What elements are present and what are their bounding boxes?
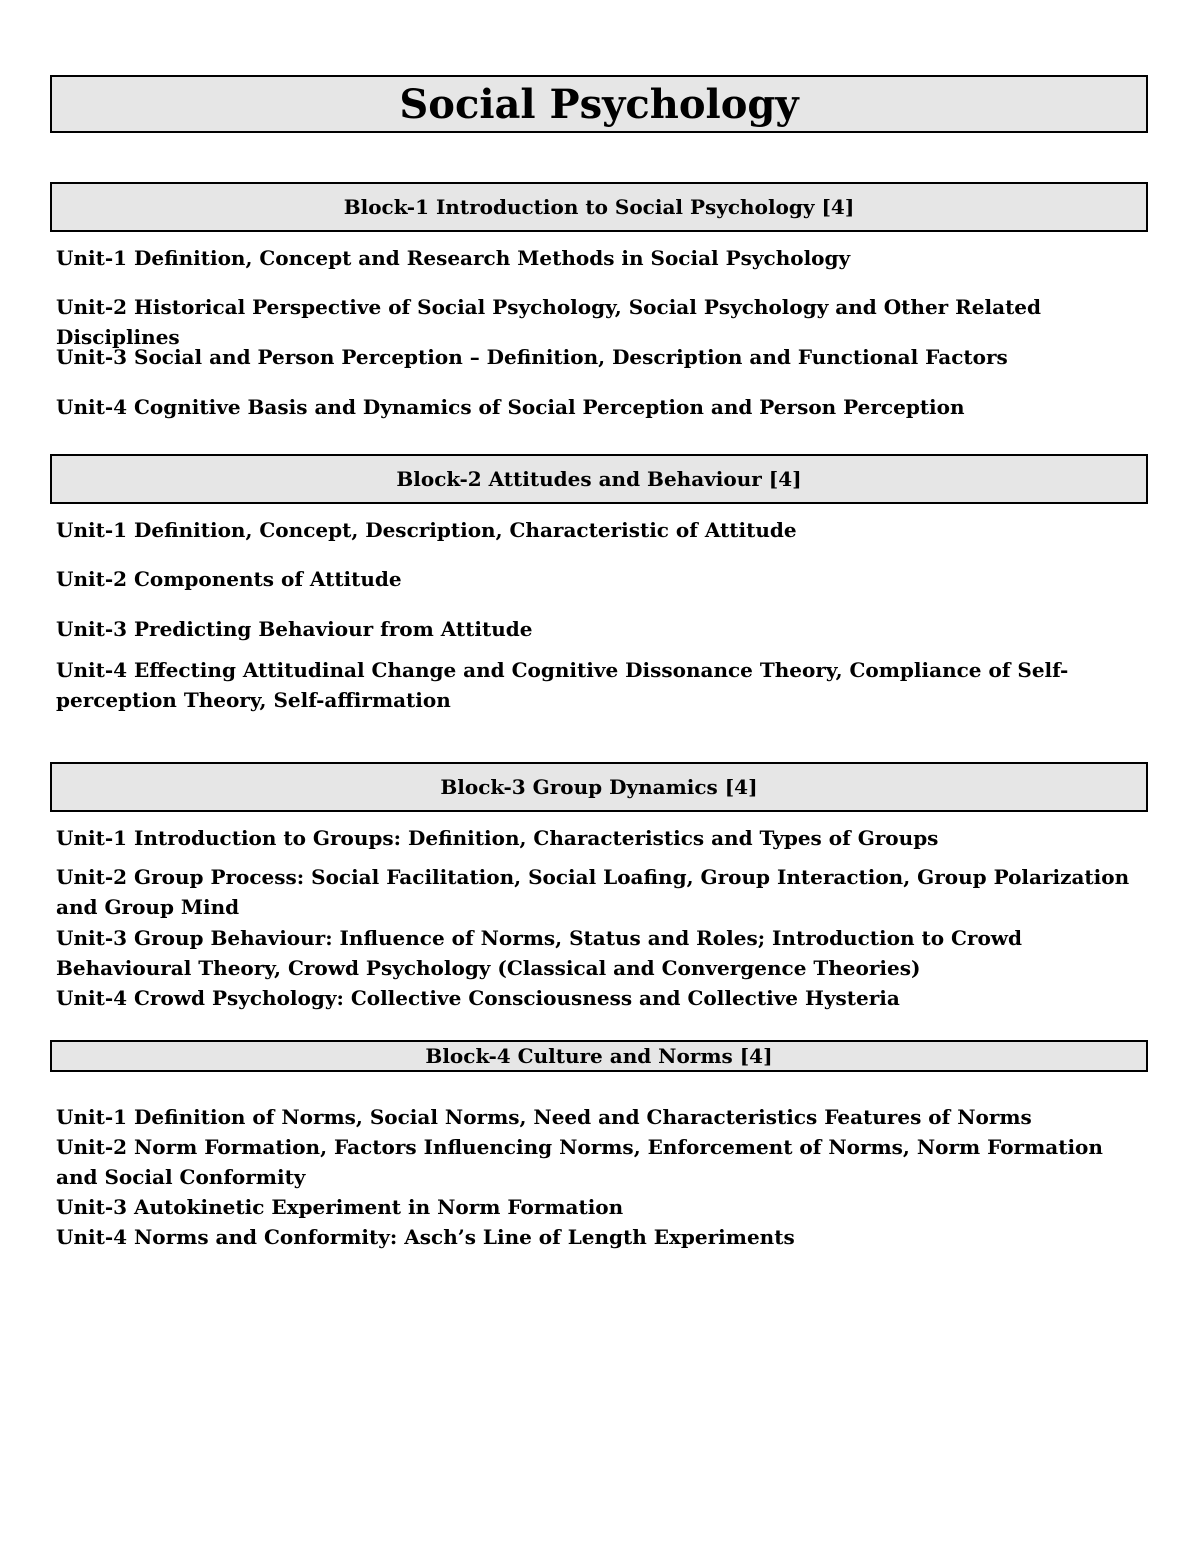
block-1-unit-2: Unit-2 Historical Perspective of Social Psychology, Social Psychology and Other Related Disciplines bbox=[56, 295, 1042, 349]
block-2-unit-3: Unit-3 Predicting Behaviour from Attitude bbox=[56, 617, 533, 641]
block-3-unit-1: Unit-1 Introduction to Groups: Definition, Characteristics and Types of Groups bbox=[56, 826, 939, 850]
block-3-unit-4: Unit-4 Crowd Psychology: Collective Consciousness and Collective Hysteria bbox=[56, 986, 900, 1010]
block-4-unit-2: Unit-2 Norm Formation, Factors Influencing Norms, Enforcement of Norms, Norm Formation and Social Conformity bbox=[56, 1135, 1103, 1189]
block-4-unit-4: Unit-4 Norms and Conformity: Asch’s Line of Length Experiments bbox=[56, 1225, 795, 1249]
block-2-unit-1: Unit-1 Definition, Concept, Description, Characteristic of Attitude bbox=[56, 518, 797, 542]
block-2-heading: Block-2 Attitudes and Behaviour [4] bbox=[50, 454, 1148, 504]
block-2-unit-2: Unit-2 Components of Attitude bbox=[56, 567, 402, 591]
block-1-unit-1: Unit-1 Definition, Concept and Research Methods in Social Psychology bbox=[56, 246, 851, 270]
block-3-heading: Block-3 Group Dynamics [4] bbox=[50, 762, 1148, 812]
block-1-unit-4: Unit-4 Cognitive Basis and Dynamics of Social Perception and Person Perception bbox=[56, 395, 965, 419]
block-1-heading: Block-1 Introduction to Social Psychology [4] bbox=[50, 182, 1148, 232]
block-3-unit-2: Unit-2 Group Process: Social Facilitation, Social Loafing, Group Interaction, Group Polarization and Group Mind bbox=[56, 865, 1130, 919]
page-title: Social Psychology bbox=[50, 75, 1148, 133]
block-4-unit-3: Unit-3 Autokinetic Experiment in Norm Formation bbox=[56, 1195, 624, 1219]
block-3-unit-3: Unit-3 Group Behaviour: Influence of Norms, Status and Roles; Introduction to Crowd Behavioural Theory, Crowd Psychology (Classical and Convergence Theories) bbox=[56, 926, 1022, 980]
block-4-unit-1: Unit-1 Definition of Norms, Social Norms, Need and Characteristics Features of Norms bbox=[56, 1105, 1032, 1129]
block-1-unit-3: Unit-3 Social and Person Perception – Definition, Description and Functional Factors bbox=[56, 345, 1008, 369]
block-2-unit-4: Unit-4 Effecting Attitudinal Change and Cognitive Dissonance Theory, Compliance of Self-perception Theory, Self-affirmation bbox=[56, 658, 1069, 712]
block-4-heading: Block-4 Culture and Norms [4] bbox=[50, 1040, 1148, 1072]
